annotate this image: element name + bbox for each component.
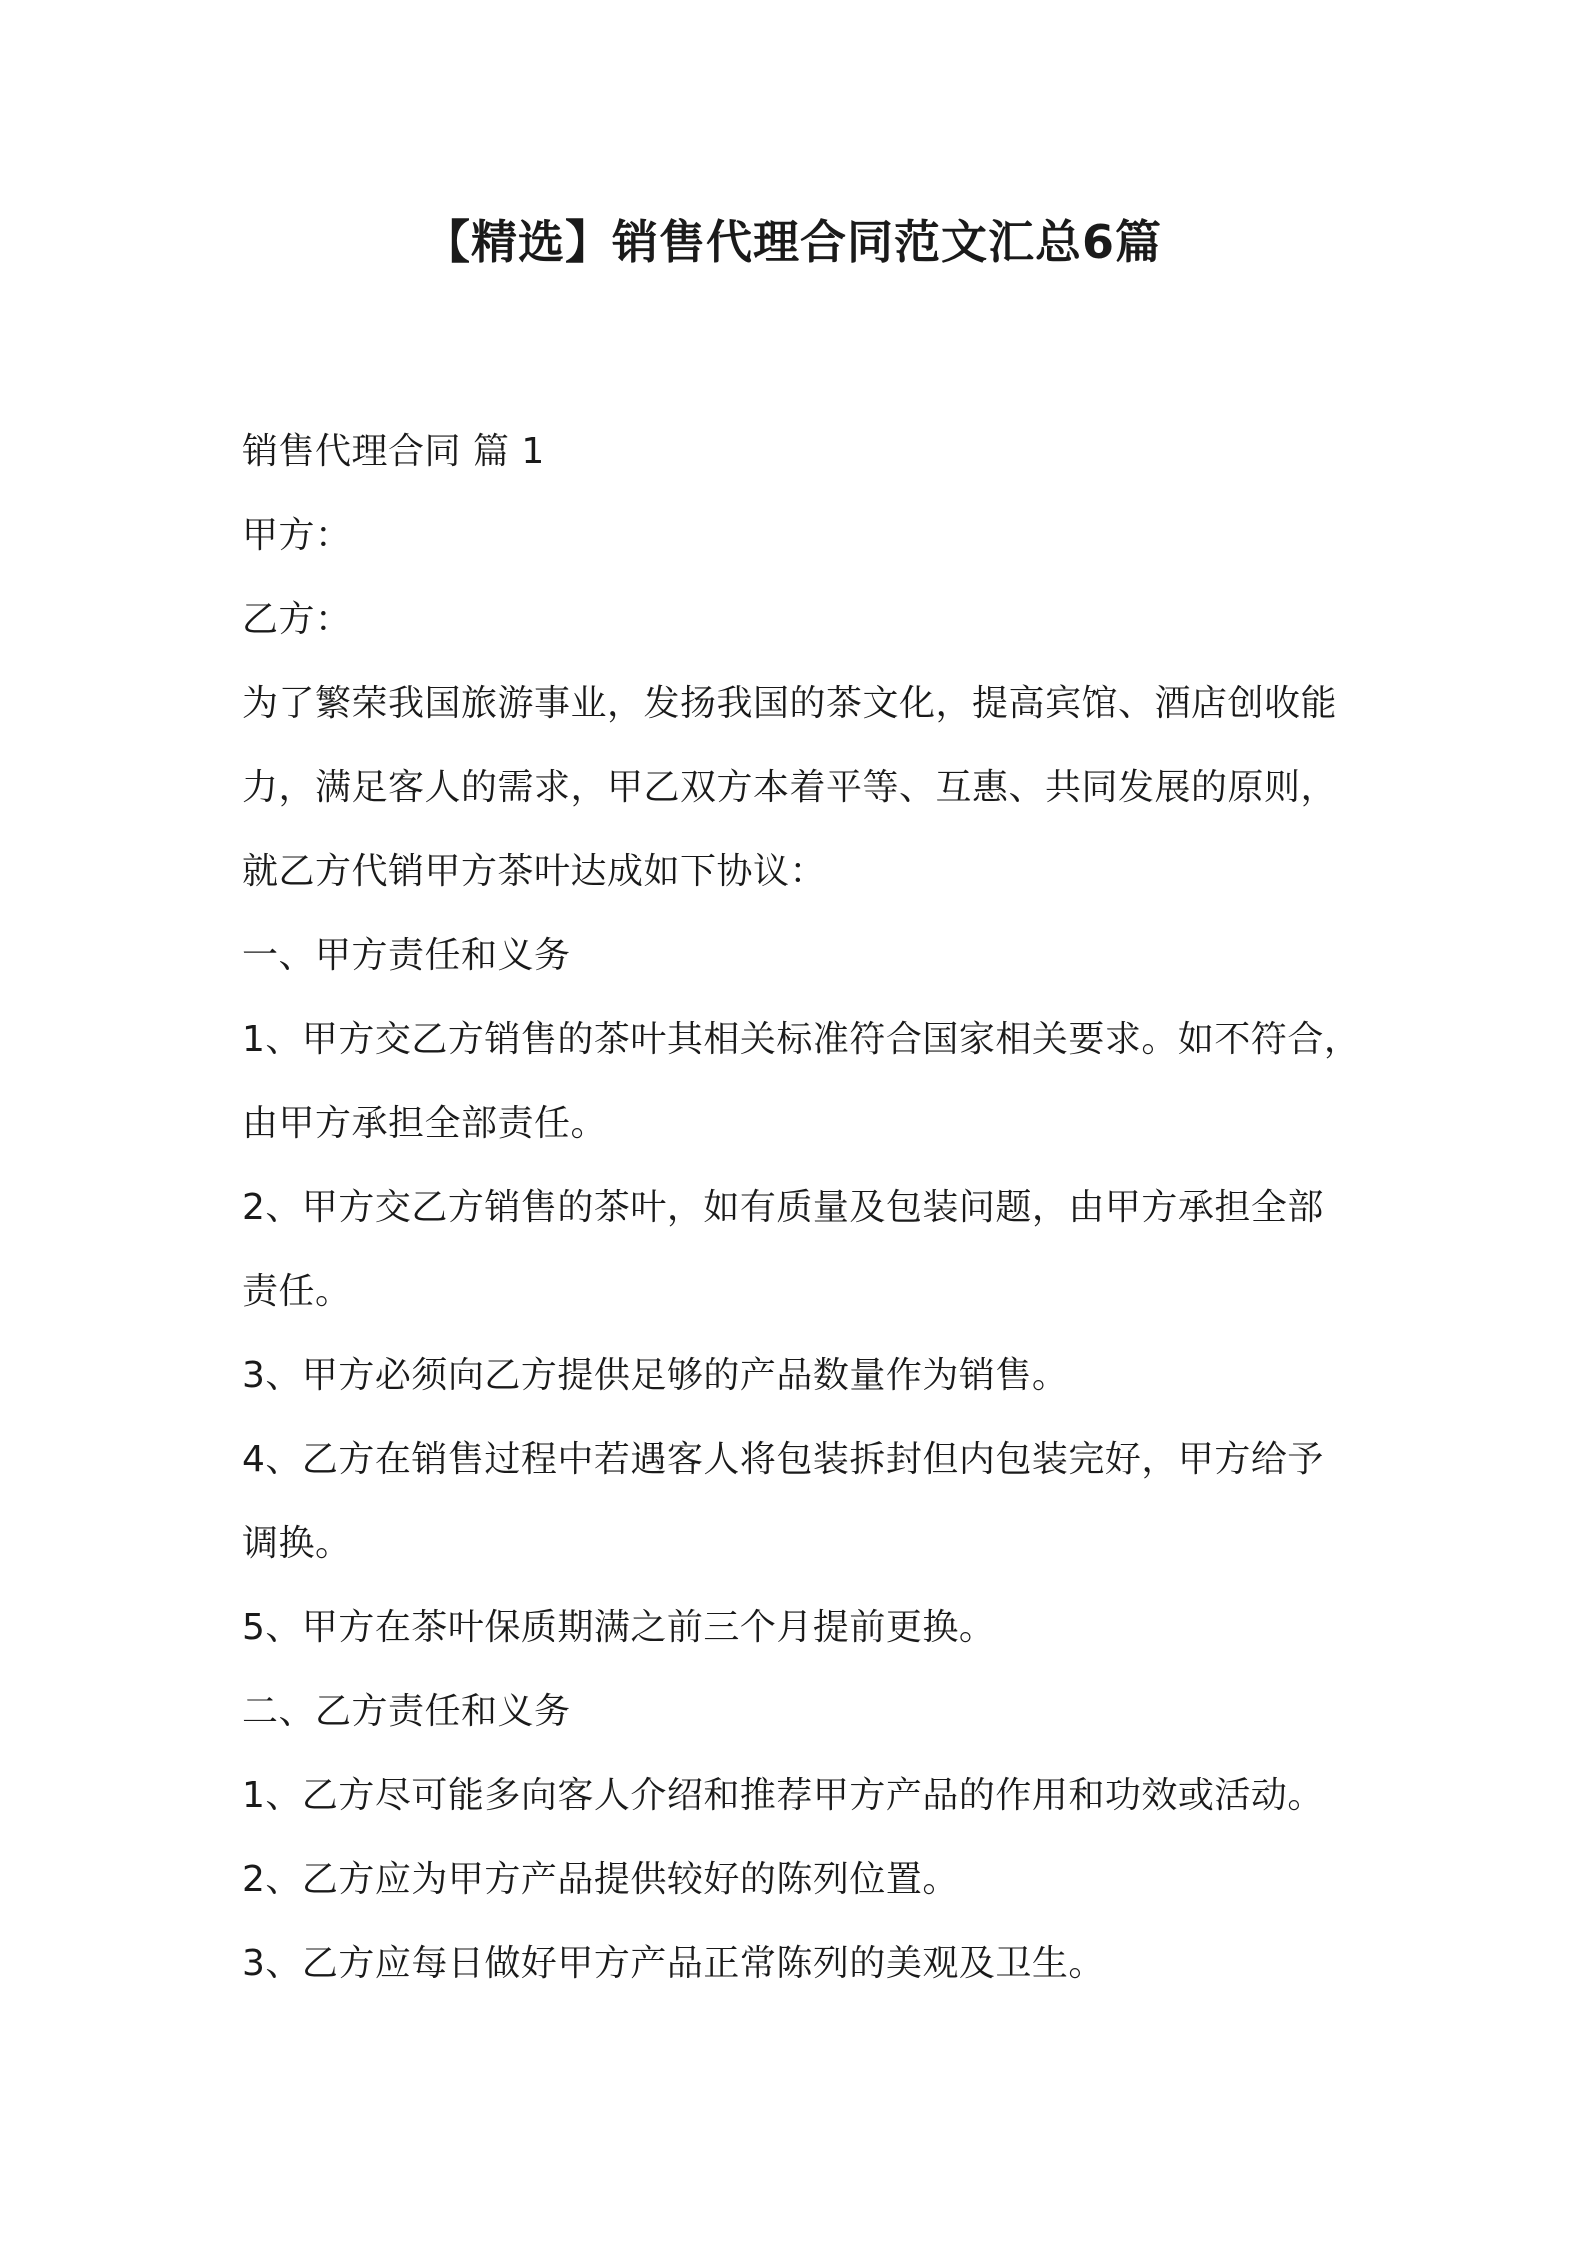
clause-line: 1、乙方尽可能多向客人介绍和推荐甲方产品的作用和功效或活动。 <box>242 1775 1324 1816</box>
document-body <box>242 410 1372 2006</box>
clause-heading: 二、乙方责任和义务 <box>242 1691 571 1732</box>
party-a-label: 甲方： <box>242 515 352 556</box>
clause-heading: 一、甲方责任和义务 <box>242 935 571 976</box>
clause-line: 3、乙方应每日做好甲方产品正常陈列的美观及卫生。 <box>242 1943 1105 1984</box>
clause-line: 由甲方承担全部责任。 <box>242 1103 608 1144</box>
clause-line: 5、甲方在茶叶保质期满之前三个月提前更换。 <box>242 1607 996 1648</box>
party-b-label: 乙方： <box>242 599 352 640</box>
clause-line: 3、甲方必须向乙方提供足够的产品数量作为销售。 <box>242 1355 1069 1396</box>
paragraph-line: 为了繁荣我国旅游事业，发扬我国的茶文化，提高宾馆、酒店创收能 <box>242 683 1338 724</box>
section-heading: 销售代理合同 篇 1 <box>242 431 545 472</box>
clause-line: 2、乙方应为甲方产品提供较好的陈列位置。 <box>242 1859 959 1900</box>
clause-line: 调换。 <box>242 1523 352 1564</box>
paragraph-line: 力，满足客人的需求，甲乙双方本着平等、互惠、共同发展的原则， <box>242 767 1338 808</box>
clause-line: 4、乙方在销售过程中若遇客人将包装拆封但内包装完好，甲方给予 <box>242 1439 1324 1480</box>
clause-line: 2、甲方交乙方销售的茶叶，如有质量及包装问题，由甲方承担全部 <box>242 1187 1324 1228</box>
clause-line: 责任。 <box>242 1271 352 1312</box>
document-title: 【精选】销售代理合同范文汇总6篇 <box>423 215 1162 269</box>
clause-line: 1、甲方交乙方销售的茶叶其相关标准符合国家相关要求。如不符合， <box>242 1019 1361 1060</box>
paragraph-line: 就乙方代销甲方茶叶达成如下协议： <box>242 851 827 892</box>
